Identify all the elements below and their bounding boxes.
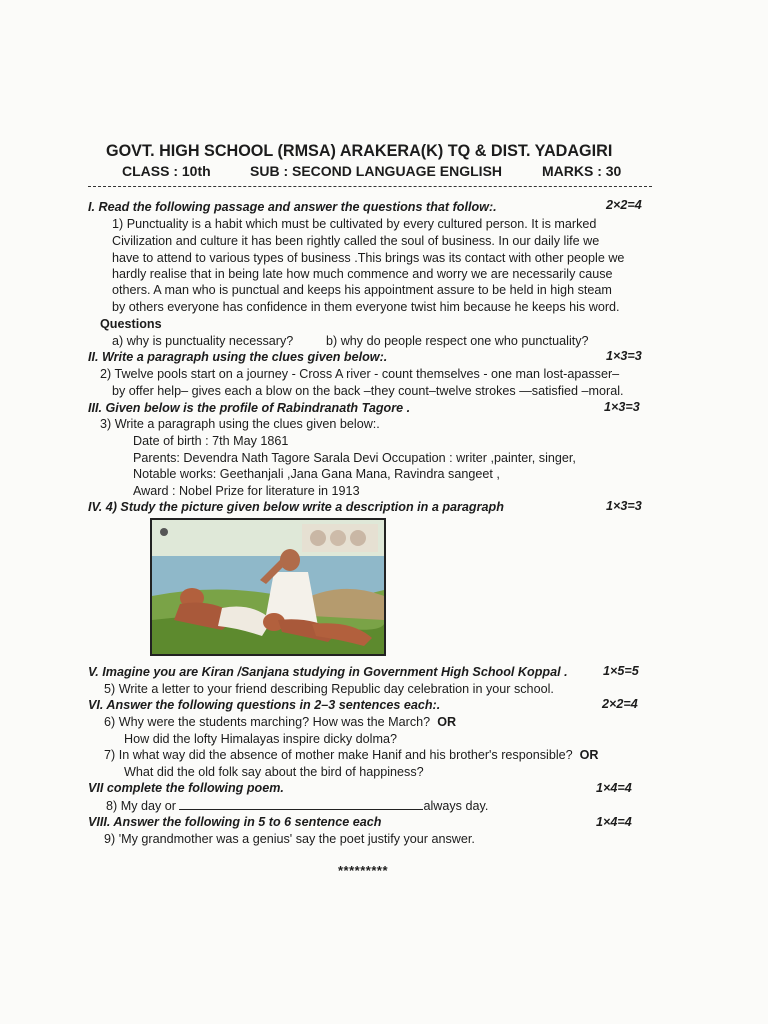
section-2-marks: 1×3=3 — [606, 349, 642, 363]
illustration-picture — [150, 518, 386, 656]
section-1-marks: 2×2=4 — [606, 198, 642, 212]
section-6-marks: 2×2=4 — [602, 697, 638, 711]
or-label: OR — [437, 715, 457, 729]
profile-line: 3) Write a paragraph using the clues given below:. — [100, 417, 380, 431]
section-8-marks: 1×4=4 — [596, 815, 632, 829]
marks-label: MARKS : 30 — [542, 163, 622, 179]
question-a: a) why is punctuality necessary? — [112, 334, 294, 348]
question-6 — [104, 714, 456, 730]
profile-line: Parents: Devendra Nath Tagore Sarala Devi Occupation : writer ,painter, singer, — [133, 451, 576, 465]
letter-question: 5) Write a letter to your friend describing Republic day celebration in your school. — [104, 682, 554, 696]
section-4-marks: 1×3=3 — [606, 499, 642, 513]
profile-line: Date of birth : 7th May 1861 — [133, 434, 289, 448]
footer-stars: ********* — [338, 863, 389, 878]
section-2-heading: II. Write a paragraph using the clues given below:. — [88, 350, 388, 364]
poem-line-end: always day. — [423, 799, 489, 813]
school-title: GOVT. HIGH SCHOOL (RMSA) ARAKERA(K) TQ & DIST. YADAGIRI — [106, 142, 613, 160]
section-7-heading: VII complete the following poem. — [88, 781, 284, 795]
passage-line: Civilization and culture it has been rightly called the soul of business. In our daily life we — [112, 234, 600, 248]
question-7-alt: What did the old folk say about the bird of happiness? — [124, 765, 424, 779]
section-7-marks: 1×4=4 — [596, 781, 632, 795]
passage-line: by others everyone has confidence in them everyone twist him because he keeps his word. — [112, 300, 620, 314]
subject-label: SUB : SECOND LANGUAGE ENGLISH — [250, 163, 503, 179]
illustration-graphic — [152, 520, 384, 654]
profile-line: Notable works: Geethanjali ,Jana Gana Mana, Ravindra sangeet , — [133, 467, 500, 481]
header-divider — [88, 186, 652, 187]
passage-line: hardly realise that in being late how much commence and worry we are necessarily cause — [112, 267, 613, 281]
question-6-alt: How did the lofty Himalayas inspire dicky dolma? — [124, 732, 397, 746]
section-1-heading: I. Read the following passage and answer the questions that follow:. — [88, 200, 497, 214]
question-7 — [104, 747, 599, 763]
question-7-text: 7) In what way did the absence of mother make Hanif and his brother's responsible? — [104, 748, 573, 762]
poem-line — [106, 797, 488, 814]
section-8-heading: VIII. Answer the following in 5 to 6 sentence each — [88, 815, 382, 829]
question-b: b) why do people respect one who punctuality? — [326, 334, 589, 348]
passage-line: have to attend to various types of business .This brings was its contact with other people we — [112, 251, 625, 265]
question-6-text: 6) Why were the students marching? How was the March? — [104, 715, 431, 729]
clue-line: by offer help– gives each a blow on the back –they count–twelve strokes —satisfied –moral. — [112, 384, 624, 398]
or-label: OR — [579, 748, 599, 762]
section-3-heading: III. Given below is the profile of Rabindranath Tagore . — [88, 401, 411, 415]
poem-blank — [179, 797, 423, 810]
questions-label: Questions — [100, 317, 162, 331]
class-label: CLASS : 10th — [122, 163, 211, 179]
section-5-marks: 1×5=5 — [603, 664, 639, 678]
section-4-heading: IV. 4) Study the picture given below write a description in a paragraph — [88, 500, 504, 514]
clue-line: 2) Twelve pools start on a journey - Cross A river - count themselves - one man lost-apasser– — [100, 367, 620, 381]
section-3-marks: 1×3=3 — [604, 400, 640, 414]
poem-line-start: 8) My day or — [106, 799, 180, 813]
passage-line: others. A man who is punctual and keeps his appointment assure to be held in high steam — [112, 283, 612, 297]
passage-line: 1) Punctuality is a habit which must be cultivated by every cultured person. It is marked — [112, 217, 597, 231]
profile-line: Award : Nobel Prize for literature in 1913 — [133, 484, 360, 498]
question-9: 9) 'My grandmother was a genius' say the poet justify your answer. — [104, 832, 475, 846]
section-6-heading: VI. Answer the following questions in 2–3 sentences each:. — [88, 698, 441, 712]
section-5-heading: V. Imagine you are Kiran /Sanjana studying in Government High School Koppal . — [88, 665, 568, 679]
